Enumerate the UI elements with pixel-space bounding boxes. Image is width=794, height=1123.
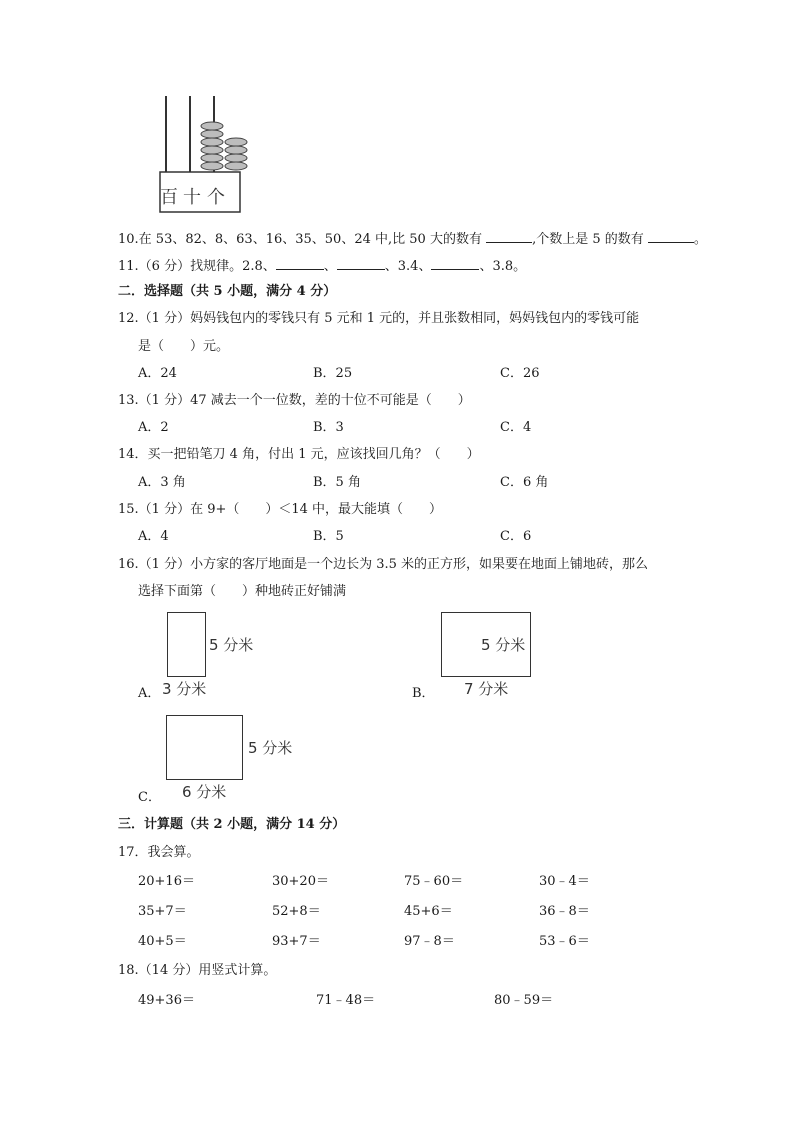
q16-option-a[interactable]: A．: [138, 686, 161, 701]
calc-item[interactable]: 30+20＝: [272, 874, 329, 889]
q13-option-b[interactable]: B．3: [313, 420, 344, 435]
question-12-line1: 12.（1 分）妈妈钱包内的零钱只有 5 元和 1 元的，并且张数相同，妈妈钱包内的零钱可能: [118, 311, 640, 326]
abacus-bead: [225, 154, 247, 162]
calc-item[interactable]: 35+7＝: [138, 904, 187, 919]
abacus-bead: [201, 138, 223, 146]
calc-item[interactable]: 36﹣8＝: [539, 904, 590, 919]
q12-option-a[interactable]: A．24: [138, 366, 177, 381]
q14-option-b[interactable]: B．5 角: [313, 475, 361, 490]
abacus-bead: [225, 162, 247, 170]
q13-option-c[interactable]: C．4: [500, 420, 532, 435]
question-12-line2: 是（ ）元。: [138, 339, 230, 354]
q11-answer-blank-2[interactable]: [337, 257, 385, 270]
abacus-bead: [225, 138, 247, 146]
q12-option-c[interactable]: C．26: [500, 366, 540, 381]
calc-item[interactable]: 93+7＝: [272, 934, 321, 949]
section-2-heading: 二．选择题（共 5 小题，满分 4 分）: [118, 284, 337, 299]
abacus-bead: [201, 154, 223, 162]
tile-a-height-label: 5 分米: [209, 636, 254, 654]
tile-c-height-label: 5 分米: [248, 739, 293, 757]
q11-answer-blank-1[interactable]: [276, 257, 324, 270]
question-18: 18.（14 分）用竖式计算。: [118, 963, 277, 978]
q14-option-c[interactable]: C．6 角: [500, 475, 549, 490]
abacus-bead: [201, 122, 223, 130]
calc-item[interactable]: 71﹣48＝: [316, 993, 376, 1008]
tile-c-width-label: 6 分米: [182, 783, 227, 801]
abacus-bead: [225, 146, 247, 154]
tile-a-width-label: 3 分米: [162, 680, 207, 698]
calc-item[interactable]: 52+8＝: [272, 904, 321, 919]
section-3-heading: 三．计算题（共 2 小题，满分 14 分）: [118, 817, 346, 832]
q10-answer-blank-2[interactable]: [648, 230, 694, 243]
question-10: 10.在 53、82、8、63、16、35、50、24 中,比 50 大的数有 ,个数上是 5 的数有 。: [118, 232, 707, 247]
question-14: 14．买一把铅笔刀 4 角，付出 1 元，应该找回几角？（ ）: [118, 447, 480, 462]
tile-b-width-label: 7 分米: [464, 680, 509, 698]
q13-option-a[interactable]: A．2: [138, 420, 169, 435]
q15-option-a[interactable]: A．4: [138, 529, 169, 544]
q10-answer-blank-1[interactable]: [486, 230, 532, 243]
question-17: 17．我会算。: [118, 845, 200, 860]
q12-option-b[interactable]: B．25: [313, 366, 353, 381]
q11-answer-blank-3[interactable]: [431, 257, 479, 270]
abacus-label-hundreds: 百: [160, 187, 178, 208]
q14-option-a[interactable]: A．3 角: [138, 475, 186, 490]
calc-item[interactable]: 97﹣8＝: [404, 934, 455, 949]
abacus-bead: [201, 130, 223, 138]
question-15: 15.（1 分）在 9+（ ）＜14 中，最大能填（ ）: [118, 502, 443, 517]
abacus-figure: [150, 94, 250, 214]
tile-a-rectangle: [167, 612, 206, 677]
abacus-label-tens: 十: [183, 187, 201, 208]
question-11: 11.（6 分）找规律。2.8、 、 、3.4、 、3.8。: [118, 259, 527, 274]
calc-item[interactable]: 30﹣4＝: [539, 874, 590, 889]
q16-option-b[interactable]: B．: [412, 686, 435, 701]
calc-item[interactable]: 45+6＝: [404, 904, 453, 919]
tile-b-height-label: 5 分米: [481, 636, 526, 654]
question-16-line1: 16.（1 分）小方家的客厅地面是一个边长为 3.5 米的正方形，如果要在地面上铺地砖，那么: [118, 557, 649, 572]
question-13: 13.（1 分）47 减去一个一位数，差的十位不可能是（ ）: [118, 393, 471, 408]
calc-item[interactable]: 80﹣59＝: [494, 993, 554, 1008]
q16-option-c[interactable]: C．: [138, 790, 161, 805]
q15-option-b[interactable]: B．5: [313, 529, 344, 544]
q15-option-c[interactable]: C．6: [500, 529, 532, 544]
calc-item[interactable]: 40+5＝: [138, 934, 187, 949]
calc-item[interactable]: 20+16＝: [138, 874, 195, 889]
abacus-label-ones: 个: [207, 187, 225, 208]
calc-item[interactable]: 49+36＝: [138, 993, 195, 1008]
question-16-line2: 选择下面第（ ）种地砖正好铺满: [138, 584, 347, 599]
calc-item[interactable]: 75﹣60＝: [404, 874, 464, 889]
tile-c-rectangle: [166, 715, 243, 780]
abacus-bead: [201, 146, 223, 154]
calc-item[interactable]: 53﹣6＝: [539, 934, 590, 949]
abacus-bead: [201, 162, 223, 170]
